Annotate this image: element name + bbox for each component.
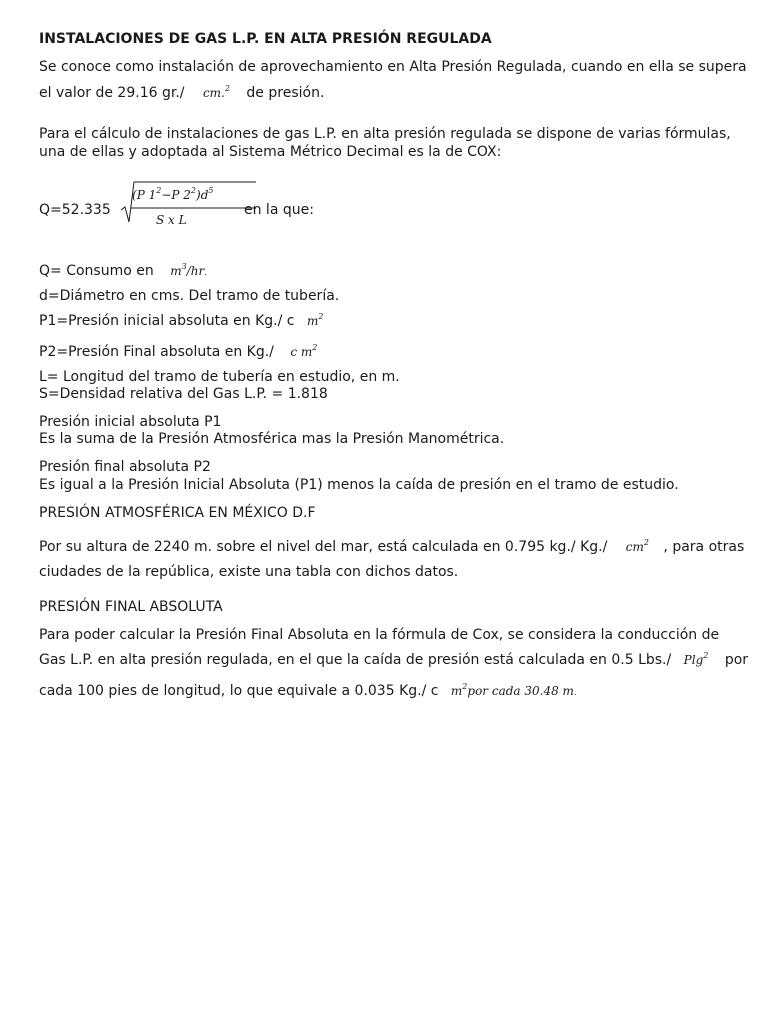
intro-unit-sup: 2 xyxy=(224,84,230,93)
formula-d-sup: 5 xyxy=(208,186,214,195)
formula-close-paren: ) xyxy=(196,188,201,202)
def-p1 xyxy=(39,312,323,332)
calc-line-2: una de ellas y adoptada al Sistema Métrico Decimal es la de COX: xyxy=(39,144,502,160)
atm-unit-base: cm xyxy=(625,540,644,554)
formula-p2: P 2 xyxy=(171,188,191,202)
def-p1-unit-sup: 2 xyxy=(318,312,324,321)
def-p2-unit xyxy=(290,345,317,359)
atm-heading: PRESIÓN ATMOSFÉRICA EN MÉXICO D.F xyxy=(39,505,316,521)
final-unit-plg-base: Plg xyxy=(683,653,704,667)
def-q-unit-sup: 3 xyxy=(181,262,187,271)
final-unit-rest: por cada 30.48 m xyxy=(467,684,574,698)
final-line-3-text: cada 100 pies de longitud, lo que equivale a 0.035 Kg./ c xyxy=(39,683,439,699)
atm-line-1-text: Por su altura de 2240 m. sobre el nivel del mar, está calculada en 0.795 kg./ Kg./ xyxy=(39,539,608,555)
p2-heading: Presión final absoluta P2 xyxy=(39,459,211,475)
final-unit-plg-sup: 2 xyxy=(703,651,709,660)
final-line-2-end: por xyxy=(724,652,749,668)
formula-p1: P 1 xyxy=(136,188,157,202)
p2-text: Es igual a la Presión Inicial Absoluta (P1) menos la caída de presión en el tramo de estudio. xyxy=(39,477,679,493)
final-unit-m: m xyxy=(450,684,463,698)
formula-open-paren: ( xyxy=(132,188,137,202)
intro-line-2-text: el valor de 29.16 gr./ xyxy=(39,85,185,101)
def-q-unit-m: m xyxy=(170,264,182,278)
final-unit-plg xyxy=(684,653,709,667)
def-p2 xyxy=(39,343,317,363)
def-p2-unit-base: c m xyxy=(290,345,313,359)
formula-denominator: S x L xyxy=(156,213,187,227)
def-q xyxy=(39,262,207,282)
final-heading: PRESIÓN FINAL ABSOLUTA xyxy=(39,599,223,615)
intro-line-2 xyxy=(39,84,324,104)
def-p2-unit-sup: 2 xyxy=(312,343,318,352)
atm-line-1-end: , para otras xyxy=(663,539,745,555)
atm-unit-sup: 2 xyxy=(643,538,649,547)
def-q-label: Q= Consumo en xyxy=(39,263,154,279)
formula-p2-sup: 2 xyxy=(190,186,196,195)
intro-line-2-end: de presión. xyxy=(246,85,325,101)
p1-heading: Presión inicial absoluta P1 xyxy=(39,414,222,430)
def-l: L= Longitud del tramo de tubería en estudio, en m. xyxy=(39,369,400,385)
def-p2-label: P2=Presión Final absoluta en Kg./ xyxy=(39,344,274,360)
intro-unit xyxy=(203,86,230,100)
def-s: S=Densidad relativa del Gas L.P. = 1.818 xyxy=(39,386,328,402)
calc-line-1: Para el cálculo de instalaciones de gas L.P. en alta presión regulada se dispone de varias fórmulas, xyxy=(39,126,731,142)
final-unit-dot: . xyxy=(573,688,577,697)
atm-line-2: ciudades de la república, existe una tabla con dichos datos. xyxy=(39,564,459,580)
def-d: d=Diámetro en cms. Del tramo de tubería. xyxy=(39,288,340,304)
formula-d: d xyxy=(200,188,209,202)
def-q-unit-rest: /hr xyxy=(186,264,205,278)
def-p1-unit-base: m xyxy=(306,314,319,328)
atm-line-1 xyxy=(39,538,744,558)
formula-numerator xyxy=(132,186,213,206)
final-line-2 xyxy=(39,651,748,671)
intro-unit-base: cm xyxy=(202,86,222,100)
final-line-2-text: Gas L.P. en alta presión regulada, en el que la caída de presión está calculada en 0.5 Lbs./ xyxy=(39,652,672,668)
p1-text: Es la suma de la Presión Atmosférica mas la Presión Manométrica. xyxy=(39,431,505,447)
intro-line-1: Se conoce como instalación de aprovechamiento en Alta Presión Regulada, cuando en ella se supera xyxy=(39,59,747,75)
atm-unit xyxy=(626,540,649,554)
intro-unit-dot: . xyxy=(221,86,225,100)
document-title: INSTALACIONES DE GAS L.P. EN ALTA PRESIÓN REGULADA xyxy=(39,31,492,47)
final-line-1: Para poder calcular la Presión Final Absoluta en la fórmula de Cox, se considera la conducción de xyxy=(39,627,720,643)
final-unit xyxy=(451,684,577,698)
final-line-3 xyxy=(39,682,576,702)
final-unit-m-sup: 2 xyxy=(462,682,468,691)
formula-minus: − xyxy=(161,188,172,202)
def-p1-unit xyxy=(307,314,323,328)
formula-suffix: en la que: xyxy=(244,202,314,218)
formula-lhs: Q=52.335 xyxy=(39,202,111,218)
def-p1-label: P1=Presión inicial absoluta en Kg./ c xyxy=(39,313,295,329)
def-q-unit xyxy=(170,264,207,278)
formula-p1-sup: 2 xyxy=(156,186,162,195)
def-q-unit-dot: . xyxy=(204,268,207,277)
